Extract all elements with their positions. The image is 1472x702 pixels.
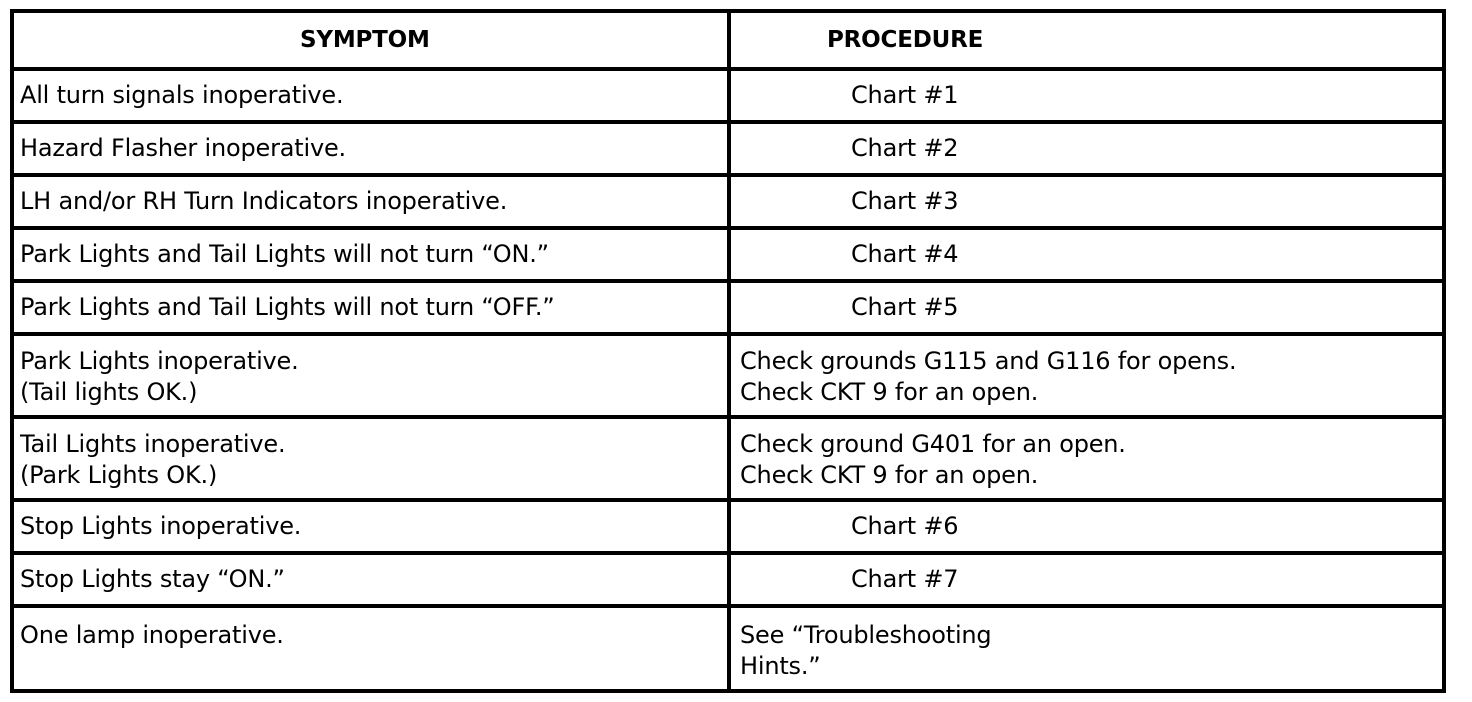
symptom-cell-5: Park Lights and Tail Lights will not turn “OFF.” [14,283,731,336]
procedure-cell-1: Chart #1 [731,71,1442,124]
symptom-cell-4: Park Lights and Tail Lights will not turn “ON.” [14,230,731,283]
procedure-cell-5: Chart #5 [731,283,1442,336]
symptom-cell-7: Tail Lights inoperative. (Park Lights OK.) [14,419,731,502]
procedure-cell-6: Check grounds G115 and G116 for opens. Check CKT 9 for an open. [731,336,1442,419]
procedure-cell-4: Chart #4 [731,230,1442,283]
procedure-cell-2: Chart #2 [731,124,1442,177]
procedure-cell-8: Chart #6 [731,502,1442,555]
symptom-cell-1: All turn signals inoperative. [14,71,731,124]
symptom-cell-2: Hazard Flasher inoperative. [14,124,731,177]
procedure-cell-7: Check ground G401 for an open. Check CKT 9 for an open. [731,419,1442,502]
symptom-cell-6: Park Lights inoperative. (Tail lights OK.) [14,336,731,419]
procedure-cell-10: See “Troubleshooting Hints.” [740,621,992,680]
symptom-cell-3: LH and/or RH Turn Indicators inoperative. [14,177,731,230]
symptom-cell-9: Stop Lights stay “ON.” [14,555,731,608]
symptom-procedure-table [10,9,1446,693]
header-symptom: SYMPTOM [14,13,731,71]
symptom-cell-10: One lamp inoperative. [14,608,731,689]
procedure-cell-3: Chart #3 [731,177,1442,230]
symptom-cell-8: Stop Lights inoperative. [14,502,731,555]
procedure-cell-9: Chart #7 [731,555,1442,608]
header-procedure: PROCEDURE [731,13,1442,71]
